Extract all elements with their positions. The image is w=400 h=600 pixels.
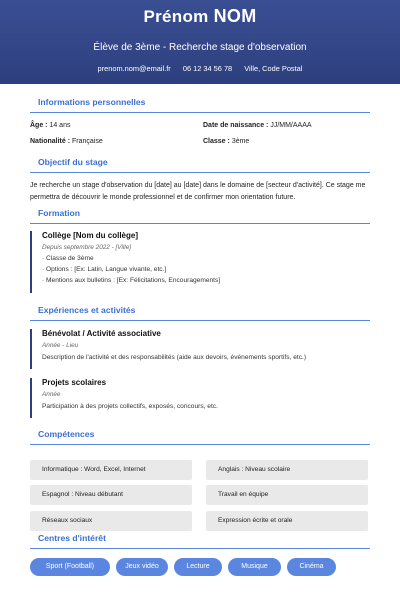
experience-item xyxy=(30,378,370,418)
age-value: 14 ans xyxy=(49,122,71,129)
education-block xyxy=(30,231,370,293)
first-name: Prénom xyxy=(143,7,209,26)
section-rule xyxy=(30,223,370,224)
section-title-personal: Informations personnelles xyxy=(38,97,146,107)
education-line: · Classe de 3ème xyxy=(42,255,94,262)
section-rule xyxy=(30,444,370,445)
experience-meta: Année - Lieu xyxy=(42,342,79,349)
section-rule xyxy=(30,320,370,321)
age-label: Âge : xyxy=(30,122,48,129)
full-name xyxy=(0,6,400,27)
education-line: · Mentions aux bulletins : [Ex: Félicitations, Encouragements] xyxy=(42,277,221,284)
skill-item: Informatique : Word, Excel, Internet xyxy=(30,460,192,480)
skill-item: Réseaux sociaux xyxy=(30,511,192,531)
interest-tag: Jeux vidéo xyxy=(116,558,168,576)
cv-subtitle: Élève de 3ème - Recherche stage d'observation xyxy=(93,42,307,53)
experience-title: Projets scolaires xyxy=(42,378,107,387)
section-rule xyxy=(30,548,370,549)
section-rule xyxy=(30,172,370,173)
section-rule xyxy=(30,112,370,113)
school-name: Collège [Nom du collège] xyxy=(42,231,139,240)
section-title-interests: Centres d'intérêt xyxy=(38,533,106,543)
interest-tag: Lecture xyxy=(174,558,222,576)
section-title-experience: Expériences et activités xyxy=(38,305,136,315)
birth-value: JJ/MM/AAAA xyxy=(270,122,312,129)
section-title-education: Formation xyxy=(38,208,81,218)
education-line: · Options : [Ex: Latin, Langue vivante, etc.] xyxy=(42,266,167,273)
experience-title: Bénévolat / Activité associative xyxy=(42,329,161,338)
cv-header xyxy=(0,0,400,84)
birth-label: Date de naissance : xyxy=(203,122,269,129)
age-row xyxy=(30,122,70,129)
objective-text: Je recherche un stage d'observation du [date] au [date] dans le domaine de [secteur d'activité]. Ce stage me permettra de découvrir le monde professionnel et de confirmer mon orientation future. xyxy=(30,182,366,201)
interest-tag: Sport (Football) xyxy=(30,558,110,576)
school-meta: Depuis septembre 2022 - [Ville] xyxy=(42,244,132,251)
experience-desc: Participation à des projets collectifs, exposés, concours, etc. xyxy=(42,403,218,410)
skill-item: Expression écrite et orale xyxy=(206,511,368,531)
class-row xyxy=(203,138,249,145)
birth-row xyxy=(203,122,312,129)
skill-item: Espagnol : Niveau débutant xyxy=(30,485,192,505)
contact-line xyxy=(0,64,400,73)
nationality-label: Nationalité : xyxy=(30,138,71,145)
email: prenom.nom@email.fr xyxy=(97,64,171,73)
nationality-row xyxy=(30,138,103,145)
class-value: 3ème xyxy=(231,138,250,145)
experience-item xyxy=(30,329,370,369)
interest-tag: Cinéma xyxy=(287,558,336,576)
class-label: Classe : xyxy=(203,138,230,145)
experience-meta: Année xyxy=(42,391,61,398)
phone: 06 12 34 56 78 xyxy=(182,64,233,73)
nationality-value: Française xyxy=(72,138,103,145)
interest-tag: Musique xyxy=(228,558,281,576)
skill-item: Travail en équipe xyxy=(206,485,368,505)
section-title-objective: Objectif du stage xyxy=(38,157,108,167)
city: Ville, Code Postal xyxy=(244,64,303,73)
section-title-skills: Compétences xyxy=(38,429,95,439)
last-name: NOM xyxy=(213,6,257,26)
skill-item: Anglais : Niveau scolaire xyxy=(206,460,368,480)
experience-desc: Description de l'activité et des responsabilités (aide aux devoirs, événements sportifs, etc.) xyxy=(42,354,307,361)
